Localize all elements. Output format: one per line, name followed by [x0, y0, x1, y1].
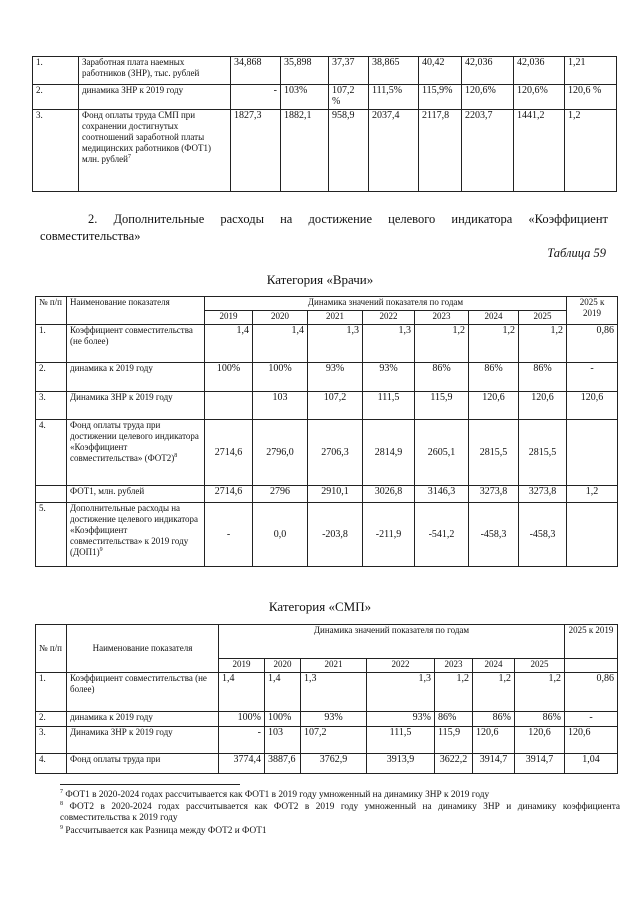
cell-value: 100%	[253, 363, 308, 392]
cell-value: 120,6	[515, 727, 565, 754]
table-header-row	[36, 297, 618, 311]
cell-value: -	[565, 712, 618, 727]
cell-value: 3914,7	[515, 754, 565, 774]
table-doctors	[35, 296, 618, 567]
cell-value: 1,2	[435, 673, 473, 712]
row-number: 1.	[36, 325, 67, 363]
footnote-ref: 7	[127, 154, 131, 160]
cell-value: 100%	[219, 712, 265, 727]
cell-value: -	[219, 727, 265, 754]
table-row	[36, 673, 618, 712]
footnote-ref: 9	[99, 547, 103, 553]
row-label: динамика ЗНР к 2019 году	[79, 85, 231, 110]
cell-value: 100%	[205, 363, 253, 392]
cell-value	[567, 503, 618, 567]
cell-value: 1,2	[515, 673, 565, 712]
footnote-mark: 7	[60, 788, 63, 795]
cell-value: 1,3	[308, 325, 363, 363]
cell-value: -458,3	[469, 503, 519, 567]
footnote-mark: 9	[60, 824, 63, 831]
row-label	[67, 503, 205, 567]
cell-value: 3887,6	[265, 754, 301, 774]
cell-value: 1,04	[565, 754, 618, 774]
row-number: 1.	[33, 57, 79, 85]
row-label: Динамика ЗНР к 2019 году	[67, 392, 205, 420]
cell-value: 34,868	[231, 57, 281, 85]
category-title-doctors: Категория «Врачи»	[266, 272, 374, 287]
cell-value: -	[231, 85, 281, 110]
cell-value: 42,036	[514, 57, 565, 85]
table-smp	[35, 624, 618, 774]
cell-value: 0,86	[565, 673, 618, 712]
header-name: Наименование показателя	[67, 625, 219, 673]
cell-value: 2815,5	[519, 420, 567, 486]
header-number: № п/п	[36, 297, 67, 325]
cell-value: 2714,6	[205, 486, 253, 503]
header-year: 2020	[265, 659, 301, 673]
cell-value: 120,6	[567, 392, 618, 420]
cell-value: 103	[253, 392, 308, 420]
row-number: 3.	[33, 110, 79, 192]
cell-value: 107,2	[308, 392, 363, 420]
cell-value: 3774,4	[219, 754, 265, 774]
cell-value: 111,5	[363, 392, 415, 420]
cell-value: 2203,7	[462, 110, 514, 192]
section-paragraph: 2. Дополнительные расходы на достижение целевого индикатора «Коэффициент совместительства»	[40, 212, 608, 243]
cell-value: 1,4	[253, 325, 308, 363]
header-dynamics: Динамика значений показателя по годам	[219, 625, 565, 659]
cell-value	[567, 420, 618, 486]
row-number: 4.	[36, 754, 67, 774]
table-number: Таблица 59	[547, 246, 606, 260]
cell-value: 3914,7	[473, 754, 515, 774]
footnote-text: ФОТ1 в 2020-2024 годах рассчитывается как ФОТ1 в 2019 году умноженный на динамику ЗНР к 2019 году	[65, 790, 490, 800]
row-label: динамика к 2019 году	[67, 712, 219, 727]
cell-value: 86%	[469, 363, 519, 392]
cell-value: 2706,3	[308, 420, 363, 486]
cell-value: -	[205, 503, 253, 567]
cell-value: 1,4	[219, 673, 265, 712]
header-year: 2022	[367, 659, 435, 673]
cell-value: 2605,1	[415, 420, 469, 486]
cell-value: 958,9	[329, 110, 369, 192]
table-row	[36, 754, 618, 774]
row-number: 2.	[36, 712, 67, 727]
footnote-separator	[60, 784, 240, 785]
header-year: 2020	[253, 311, 308, 325]
row-label: Заработная плата наемных работников (ЗНР), тыс. рублей	[79, 57, 231, 85]
header-blank	[565, 659, 618, 673]
header-year: 2024	[473, 659, 515, 673]
cell-value: 1,2	[469, 325, 519, 363]
footnote-9	[60, 826, 620, 837]
row-number: 3.	[36, 392, 67, 420]
cell-value: -203,8	[308, 503, 363, 567]
cell-value: 107,2	[301, 727, 367, 754]
cell-value: 35,898	[281, 57, 329, 85]
cell-value: 2910,1	[308, 486, 363, 503]
row-label-text: Фонд оплаты труда при достижении целевого индикатора «Коэффициент совместительства» (ФОТ2)	[70, 420, 199, 463]
cell-value: 93%	[367, 712, 435, 727]
row-label: Фонд оплаты труда при	[67, 754, 219, 774]
row-label	[67, 420, 205, 486]
cell-value: 2814,9	[363, 420, 415, 486]
cell-value: 86%	[435, 712, 473, 727]
cell-value: 120,6	[565, 727, 618, 754]
cell-value: 86%	[415, 363, 469, 392]
cell-value: 1,2	[415, 325, 469, 363]
cell-value: 3762,9	[301, 754, 367, 774]
cell-value: 0,86	[567, 325, 618, 363]
cell-value: -541,2	[415, 503, 469, 567]
footnote-8	[60, 802, 620, 824]
cell-value: 120,6%	[462, 85, 514, 110]
cell-value: 93%	[308, 363, 363, 392]
header-year: 2025	[519, 311, 567, 325]
table-continuation	[32, 56, 617, 192]
header-name: Наименование показателя	[67, 297, 205, 325]
table-row	[36, 727, 618, 754]
table-row	[36, 392, 618, 420]
cell-value: 1,4	[265, 673, 301, 712]
header-year: 2022	[363, 311, 415, 325]
cell-value: 111,5	[367, 727, 435, 754]
cell-value: 1,2	[565, 110, 617, 192]
table-row	[33, 110, 617, 192]
row-label-text: Фонд оплаты труда СМП при сохранении достигнутых соотношений заработной платы медицинских работников (ФОТ1) млн. рублей	[82, 110, 211, 164]
cell-value: 1,3	[363, 325, 415, 363]
table-row	[36, 503, 618, 567]
cell-value: 3273,8	[469, 486, 519, 503]
cell-value: 1441,2	[514, 110, 565, 192]
table-row	[36, 325, 618, 363]
row-label: Коэффициент совместительства (не более)	[67, 325, 205, 363]
row-number: 3.	[36, 727, 67, 754]
cell-value: -	[567, 363, 618, 392]
cell-value: 2714,6	[205, 420, 253, 486]
cell-value: 93%	[301, 712, 367, 727]
cell-value: 0,0	[253, 503, 308, 567]
cell-value: 1,2	[567, 486, 618, 503]
cell-value: 40,42	[419, 57, 462, 85]
cell-value	[205, 392, 253, 420]
header-year: 2019	[219, 659, 265, 673]
category-title-smp: Категория «СМП»	[268, 599, 372, 614]
cell-value: 3622,2	[435, 754, 473, 774]
cell-value: 1,3	[367, 673, 435, 712]
table-row	[36, 486, 618, 503]
cell-value: 1,2	[473, 673, 515, 712]
header-year: 2024	[469, 311, 519, 325]
cell-value: 120,6 %	[565, 85, 617, 110]
header-year: 2025	[515, 659, 565, 673]
header-year: 2023	[435, 659, 473, 673]
header-year: 2023	[415, 311, 469, 325]
row-number: 1.	[36, 673, 67, 712]
table-row	[36, 420, 618, 486]
cell-value: 3146,3	[415, 486, 469, 503]
header-2025-vs-2019: 2025 к 2019	[567, 297, 618, 325]
cell-value: -458,3	[519, 503, 567, 567]
row-label-text: Дополнительные расходы на достижение целевого индикатора «Коэффициент совместительства» к 2019 году (ДОП1)	[70, 503, 199, 557]
cell-value: 103%	[281, 85, 329, 110]
cell-value: 1,4	[205, 325, 253, 363]
row-label	[79, 110, 231, 192]
footnote-text: ФОТ2 в 2020-2024 годах рассчитывается как ФОТ2 в 2019 году умноженный на динамику ЗНР и динамику коэффициента совместительства к 2019 году	[60, 802, 620, 823]
cell-value: 3026,8	[363, 486, 415, 503]
cell-value: 120,6	[473, 727, 515, 754]
cell-value: 37,37	[329, 57, 369, 85]
cell-value: 2037,4	[369, 110, 419, 192]
header-number: № п/п	[36, 625, 67, 673]
table-row	[33, 57, 617, 85]
row-number: 2.	[36, 363, 67, 392]
footnote-ref: 8	[174, 453, 178, 459]
header-year: 2019	[205, 311, 253, 325]
cell-value: 2117,8	[419, 110, 462, 192]
cell-value: 93%	[363, 363, 415, 392]
row-label: Коэффициент совместительства (не более)	[67, 673, 219, 712]
cell-value: 120,6	[469, 392, 519, 420]
cell-value: 38,865	[369, 57, 419, 85]
cell-value: 2796,0	[253, 420, 308, 486]
cell-value: 86%	[473, 712, 515, 727]
cell-value: 107,2 %	[329, 85, 369, 110]
row-number: 5.	[36, 503, 67, 567]
cell-value: 115,9	[435, 727, 473, 754]
table-row	[36, 712, 618, 727]
cell-value: 2796	[253, 486, 308, 503]
cell-value: 1,3	[301, 673, 367, 712]
cell-value: 103	[265, 727, 301, 754]
cell-value: 2815,5	[469, 420, 519, 486]
cell-value: 115,9%	[419, 85, 462, 110]
footnote-mark: 8	[60, 800, 63, 807]
header-year: 2021	[301, 659, 367, 673]
cell-value: 120,6	[519, 392, 567, 420]
cell-value: 115,9	[415, 392, 469, 420]
row-label: ФОТ1, млн. рублей	[67, 486, 205, 503]
cell-value: -211,9	[363, 503, 415, 567]
cell-value: 120,6%	[514, 85, 565, 110]
table-row	[36, 363, 618, 392]
cell-value: 111,5%	[369, 85, 419, 110]
header-year: 2021	[308, 311, 363, 325]
header-dynamics: Динамика значений показателя по годам	[205, 297, 567, 311]
row-label: Динамика ЗНР к 2019 году	[67, 727, 219, 754]
cell-value: 1882,1	[281, 110, 329, 192]
cell-value: 1,21	[565, 57, 617, 85]
footnote-7	[60, 790, 620, 801]
row-label: динамика к 2019 году	[67, 363, 205, 392]
row-number: 2.	[33, 85, 79, 110]
cell-value: 42,036	[462, 57, 514, 85]
row-number	[36, 486, 67, 503]
cell-value: 3913,9	[367, 754, 435, 774]
cell-value: 86%	[515, 712, 565, 727]
cell-value: 1827,3	[231, 110, 281, 192]
footnote-text: Рассчитывается как Разница между ФОТ2 и ФОТ1	[65, 826, 267, 836]
table-row	[33, 85, 617, 110]
cell-value: 86%	[519, 363, 567, 392]
header-2025-vs-2019: 2025 к 2019	[565, 625, 618, 659]
cell-value: 3273,8	[519, 486, 567, 503]
cell-value: 100%	[265, 712, 301, 727]
table-header-row	[36, 625, 618, 659]
cell-value: 1,2	[519, 325, 567, 363]
row-number: 4.	[36, 420, 67, 486]
